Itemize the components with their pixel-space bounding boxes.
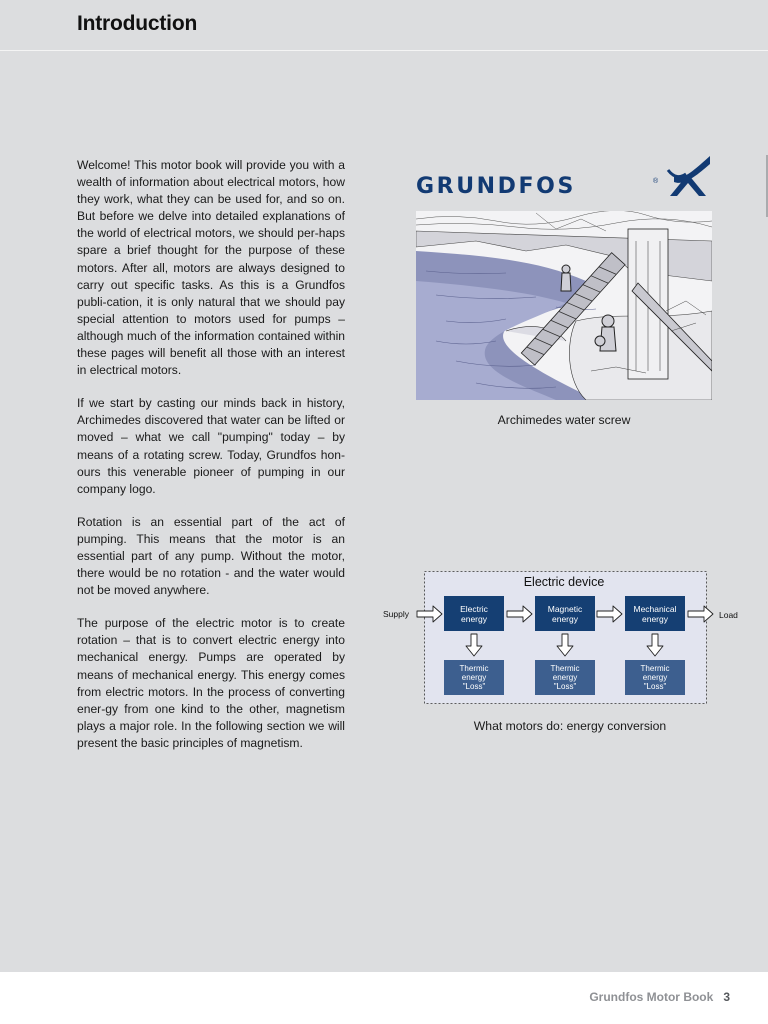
energy-conversion-diagram — [380, 570, 760, 710]
energy-flow-chart — [380, 570, 760, 710]
loss-box-2-line1: Thermic — [550, 664, 580, 673]
loss-box-2-line2: energy — [552, 673, 578, 682]
energy-box-magnetic-line2: energy — [552, 614, 578, 624]
loss-box-1-line3: "Loss" — [462, 682, 486, 691]
archimedes-woodcut-image — [416, 211, 712, 400]
supply-label: Supply — [383, 609, 409, 619]
logo-wordmark: GRUNDFOS — [416, 174, 576, 199]
figure-caption-archimedes: Archimedes water screw — [497, 413, 631, 427]
loss-box-3-line1: Thermic — [640, 664, 670, 673]
page-footer — [589, 990, 730, 1004]
paragraph-welcome: Welcome! This motor book will provide you with a wealth of information about electrical motors, how they work, what they can be used for, and so on. But before we delve into detailed explanations of the world of electrical motors, we should per-haps spare a brief thought for the purpose of these motors. After all, motors are always designed to carry out specific tasks. As this is a Grundfos publi-cation, it is only natural that we should pay special attention to motors used for pumps – although much of the information contained within these pages will benefit all those with an interest in electrical motors. — [77, 158, 345, 378]
loss-box-3-line2: energy — [642, 673, 668, 682]
footer-book-title: Grundfos Motor Book — [589, 990, 714, 1004]
grundfos-logo — [416, 154, 712, 202]
figure-caption-energy-conversion: What motors do: energy conversion — [473, 719, 667, 733]
paragraph-purpose: The purpose of the electric motor is to create rotation – that is to convert electric energy into mechanical energy. Pumps are operated by means of mechanical energy. This energy comes from electric motors. In the process of converting ener-gy from one kind to the other, magnetism plays a major role. In the following section we will present the basic principles of magnetism. — [77, 616, 345, 750]
page-number: 3 — [723, 990, 730, 1004]
paragraph-archimedes: If we start by casting our minds back in history, Archimedes discovered that water can be lifted or moved – what we call "pumping" today – by means of a rotating screw. Today, Grundfos hon-ours this venerable pioneer of pumping in our company logo. — [77, 396, 345, 496]
loss-box-3-line3: "Loss" — [643, 682, 667, 691]
loss-box-2-line3: "Loss" — [553, 682, 577, 691]
page-header — [0, 0, 768, 51]
archimedes-screw-logo-icon — [666, 154, 712, 198]
intro-text — [77, 157, 345, 768]
loss-box-1-line2: energy — [461, 673, 487, 682]
energy-box-magnetic-line1: Magnetic — [547, 604, 583, 614]
device-title: Electric device — [523, 575, 605, 589]
energy-box-mechanical-line1: Mechanical — [633, 604, 677, 614]
registered-mark: ® — [653, 178, 659, 185]
energy-box-mechanical-line2: energy — [642, 614, 668, 624]
energy-box-electric-line2: energy — [461, 614, 487, 624]
archimedes-illustration — [416, 211, 712, 400]
paragraph-rotation: Rotation is an essential part of the act of pumping. This means that the motor is an essential part of any pump. Without the motor, there would be no rotation - and the water would not be moved anywhere. — [77, 514, 345, 598]
load-label: Load — [719, 610, 738, 620]
energy-box-electric-line1: Electric — [460, 604, 488, 614]
loss-box-1-line1: Thermic — [459, 664, 489, 673]
page-title: Introduction — [77, 12, 198, 35]
